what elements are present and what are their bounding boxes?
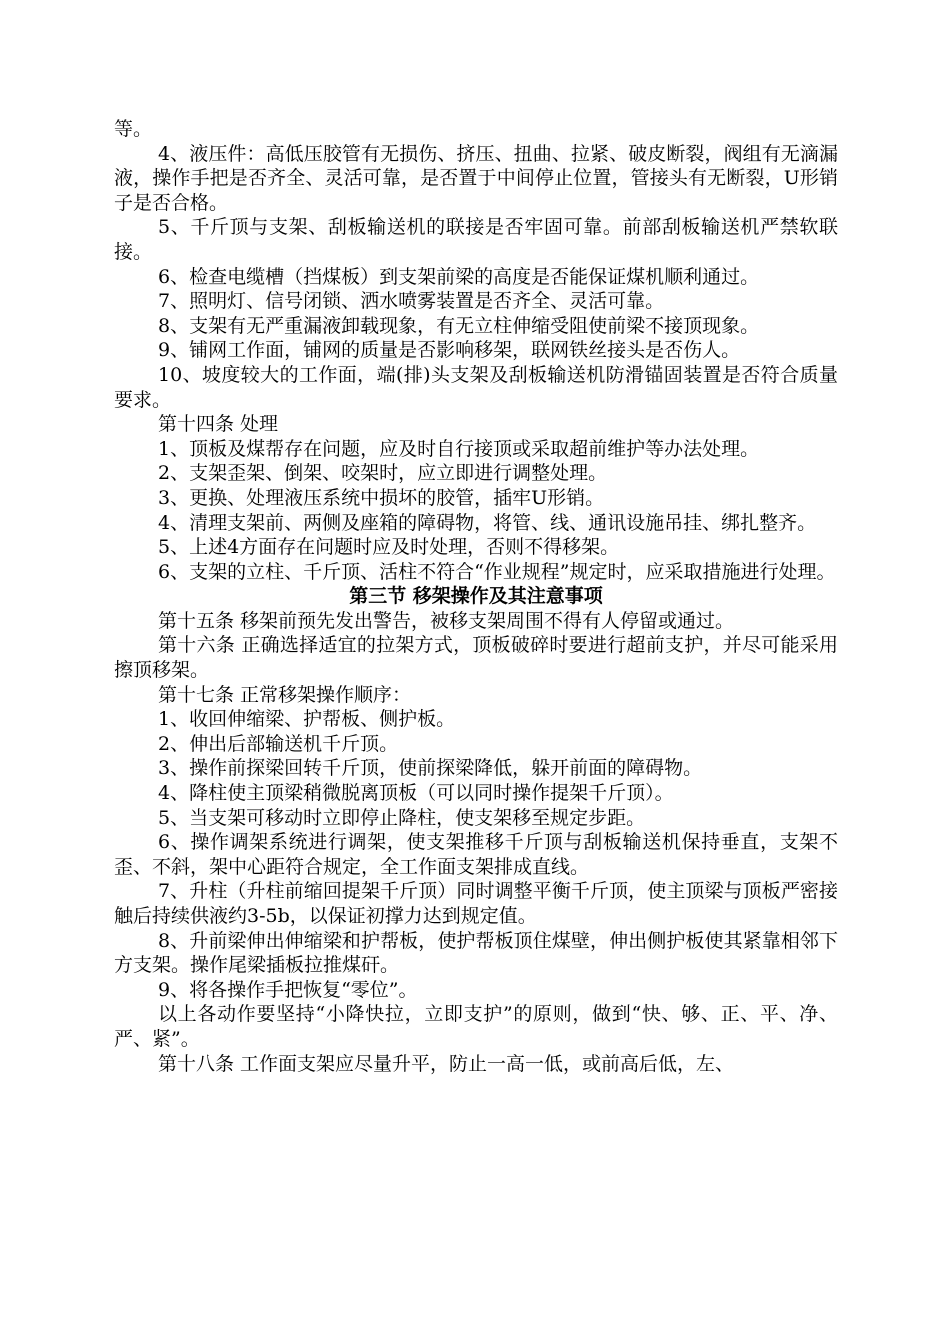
paragraph: 5、上述4方面存在问题时应及时处理，否则不得移架。 (158, 536, 620, 559)
paragraph: 8、支架有无严重漏液卸载现象，有无立柱伸缩受阻使前梁不接顶现象。 (158, 314, 760, 337)
paragraph: 以上各动作要坚持“小降快拉，立即支护”的原则，做到“快、够、正、平、净、严、紧”。 (114, 1003, 838, 1050)
paragraph: 6、操作调架系统进行调架，使支架推移千斤顶与刮板输送机保持垂直，支架不歪、不斜，架中心距符合规定，全工作面支架排成直线。 (114, 831, 838, 878)
paragraph: 第十六条 正确选择适宜的拉架方式，顶板破碎时要进行超前支护，并尽可能采用擦顶移架。 (114, 634, 838, 682)
paragraph: 7、照明灯、信号闭锁、洒水喷雾装置是否齐全、灵活可靠。 (158, 290, 665, 313)
paragraph: 3、操作前探梁回转千斤顶，使前探梁降低，躲开前面的障碍物。 (158, 757, 703, 780)
paragraph: 2、支架歪架、倒架、咬架时，应立即进行调整处理。 (158, 462, 608, 485)
paragraph: 9、将各操作手把恢复“零位”。 (158, 978, 418, 1001)
paragraphs-before-section (114, 117, 838, 584)
paragraph: 第十八条 工作面支架应尽量升平，防止一高一低，或前高后低，左、 (158, 1052, 735, 1075)
paragraph: 5、千斤顶与支架、刮板输送机的联接是否牢固可靠。前部刮板输送机严禁软联接。 (114, 216, 838, 263)
paragraph: 6、支架的立柱、千斤顶、活柱不符合“作业规程”规定时，应采取措施进行处理。 (158, 560, 836, 583)
paragraph: 8、升前梁伸出伸缩梁和护帮板，使护帮板顶住煤壁，伸出侧护板使其紧靠相邻下方支架。操作尾梁插板拉推煤矸。 (114, 929, 838, 977)
paragraph: 2、伸出后部输送机千斤顶。 (158, 732, 399, 755)
paragraph: 4、液压件：高低压胶管有无损伤、挤压、扭曲、拉紧、破皮断裂，阀组有无滴漏液，操作手把是否齐全、灵活可靠，是否置于中间停止位置，管接头有无断裂，U形销子是否合格。 (114, 142, 838, 214)
paragraph: 等。 (114, 118, 153, 140)
paragraph: 4、清理支架前、两侧及座箱的障碍物，将管、线、通讯设施吊挂、绑扎整齐。 (158, 511, 817, 534)
paragraphs-after-section (114, 609, 838, 1076)
paragraph: 7、升柱（升柱前缩回提架千斤顶）同时调整平衡千斤顶，使主顶梁与顶板严密接触后持续供液约3-5b，以保证初撑力达到规定值。 (114, 880, 838, 927)
paragraph: 6、检查电缆槽（挡煤板）到支架前梁的高度是否能保证煤机顺利通过。 (158, 265, 760, 288)
paragraph: 10、坡度较大的工作面，端(排)头支架及刮板输送机防滑锚固装置是否符合质量要求。 (114, 363, 838, 411)
paragraph: 5、当支架可移动时立即停止降柱，使支架移至规定步距。 (158, 806, 646, 829)
paragraph: 4、降柱使主顶梁稍微脱离顶板（可以同时操作提架千斤顶）。 (158, 782, 674, 805)
paragraph: 1、顶板及煤帮存在问题，应及时自行接顶或采取超前维护等办法处理。 (158, 437, 760, 460)
section-heading: 第三节 移架操作及其注意事项 (349, 585, 603, 608)
paragraph: 3、更换、处理液压系统中损坏的胶管，插牢U形销。 (158, 486, 605, 509)
paragraph: 第十四条 处理 (158, 413, 279, 436)
paragraph: 第十七条 正常移架操作顺序： (158, 683, 412, 706)
paragraph: 9、铺网工作面，铺网的质量是否影响移架，联网铁丝接头是否伤人。 (158, 339, 741, 362)
document-page (114, 117, 838, 1076)
paragraph: 第十五条 移架前预先发出警告，被移支架周围不得有人停留或通过。 (158, 609, 735, 632)
paragraph: 1、收回伸缩梁、护帮板、侧护板。 (158, 708, 456, 731)
